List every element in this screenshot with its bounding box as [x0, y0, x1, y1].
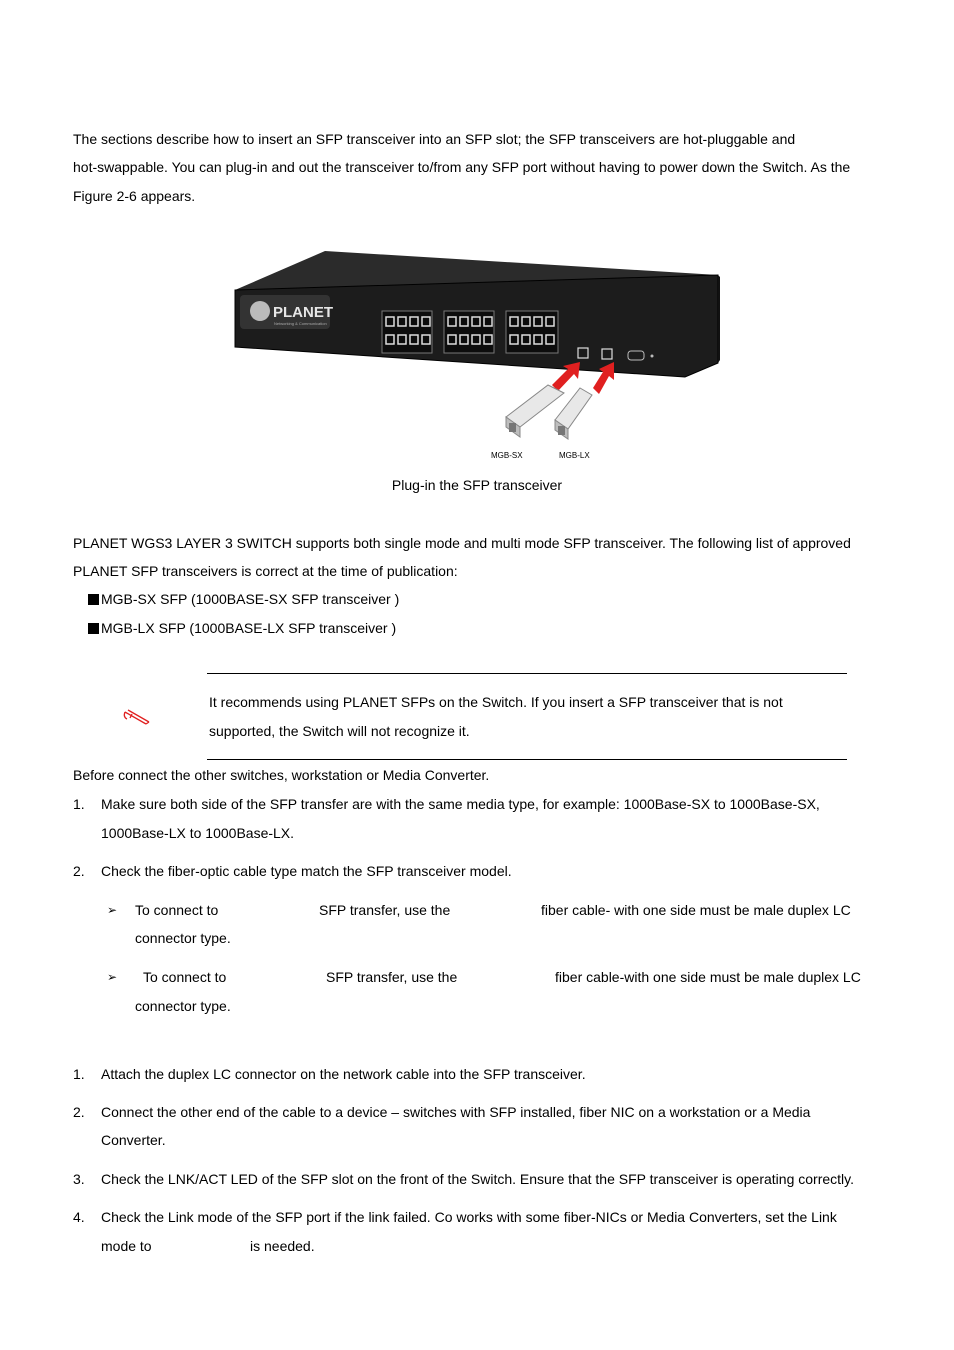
intro-line-1: The sections describe how to insert an SFP transceiver into an SFP slot; the SFP transceivers are hot-pluggable and — [73, 131, 796, 147]
sub2-text-a: To connect to — [143, 969, 227, 985]
step-text: Connect the other end of the cable to a device – switches with SFP installed, fiber NIC on a workstation or a Media — [101, 1104, 811, 1120]
step-number: 1. — [73, 796, 85, 812]
note-line-2: supported, the Switch will not recognize it. — [209, 723, 470, 739]
intro-line-2: hot-swappable. You can plug-in and out the transceiver to/from any SFP port without having to power down the Switch. As the — [73, 159, 851, 175]
before-heading: Before connect the other switches, workstation or Media Converter. — [73, 767, 490, 783]
sub1-text-a: To connect to — [135, 902, 219, 918]
planet-logo-icon — [250, 301, 270, 321]
step-text: Check the fiber-optic cable type match the SFP transceiver model. — [101, 863, 512, 879]
sub2-text-c: fiber cable-with one side must be male duplex LC — [555, 969, 861, 985]
rj45-port-group-1 — [382, 311, 432, 353]
figure-caption: Plug-in the SFP transceiver — [391, 477, 563, 493]
note-top-rule — [207, 673, 847, 674]
step-number: 3. — [73, 1171, 85, 1187]
step-text: Make sure both side of the SFP transfer are with the same media type, for example: 1000Base-SX to 1000Base-SX, — [101, 796, 820, 812]
sub1-text-c: fiber cable- with one side must be male duplex LC — [541, 902, 851, 918]
step-number: 2. — [73, 863, 85, 879]
step-text: mode to — [101, 1238, 152, 1254]
step-text: Check the LNK/ACT LED of the SFP slot on the front of the Switch. Ensure that the SFP transceiver is operating correctly. — [101, 1171, 854, 1187]
step-text: Attach the duplex LC connector on the network cable into the SFP transceiver. — [101, 1066, 586, 1082]
note-bottom-rule — [207, 759, 847, 760]
support-line-1: PLANET WGS3 LAYER 3 SWITCH supports both single mode and multi mode SFP transceiver. The following list of approved — [73, 535, 851, 551]
label-mgb-lx: MGB-LX — [559, 451, 590, 460]
step-text: is needed. — [250, 1238, 315, 1254]
arrow-bullet-icon: ➢ — [107, 970, 118, 984]
label-mgb-sx: MGB-SX — [491, 451, 523, 460]
bullet-square-icon — [88, 594, 99, 605]
step-number: 4. — [73, 1209, 85, 1225]
sub1-text-b: SFP transfer, use the — [319, 902, 451, 918]
bullet-square-icon — [88, 623, 99, 634]
sub1-text-d: connector type. — [135, 930, 231, 946]
pencil-note-icon — [122, 709, 152, 727]
support-line-2: PLANET SFP transceivers is correct at the time of publication: — [73, 563, 458, 579]
intro-line-3: Figure 2-6 appears. — [73, 188, 196, 204]
arrow-bullet-icon: ➢ — [107, 903, 118, 917]
rj45-port-group-2 — [444, 311, 494, 353]
switch-sfp-figure — [230, 245, 730, 465]
brand-logo-sub: Networking & Communication — [274, 321, 327, 326]
note-line-1: It recommends using PLANET SFPs on the Switch. If you insert a SFP transceiver that is not — [209, 694, 783, 710]
brand-logo-text: PLANET — [273, 304, 333, 321]
step-text: 1000Base-LX to 1000Base-LX. — [101, 825, 295, 841]
sub2-text-d: connector type. — [135, 998, 231, 1014]
sub2-text-b: SFP transfer, use the — [326, 969, 458, 985]
list-item: MGB-LX SFP (1000BASE-LX SFP transceiver ) — [88, 620, 396, 636]
step-number: 1. — [73, 1066, 85, 1082]
step-text: Converter. — [101, 1132, 166, 1148]
list-item: MGB-SX SFP (1000BASE-SX SFP transceiver ) — [88, 591, 399, 607]
step-number: 2. — [73, 1104, 85, 1120]
step-text: Check the Link mode of the SFP port if the link failed. Co works with some fiber-NICs or Media Converters, set the Link — [101, 1209, 837, 1225]
rj45-port-group-3 — [506, 311, 558, 353]
